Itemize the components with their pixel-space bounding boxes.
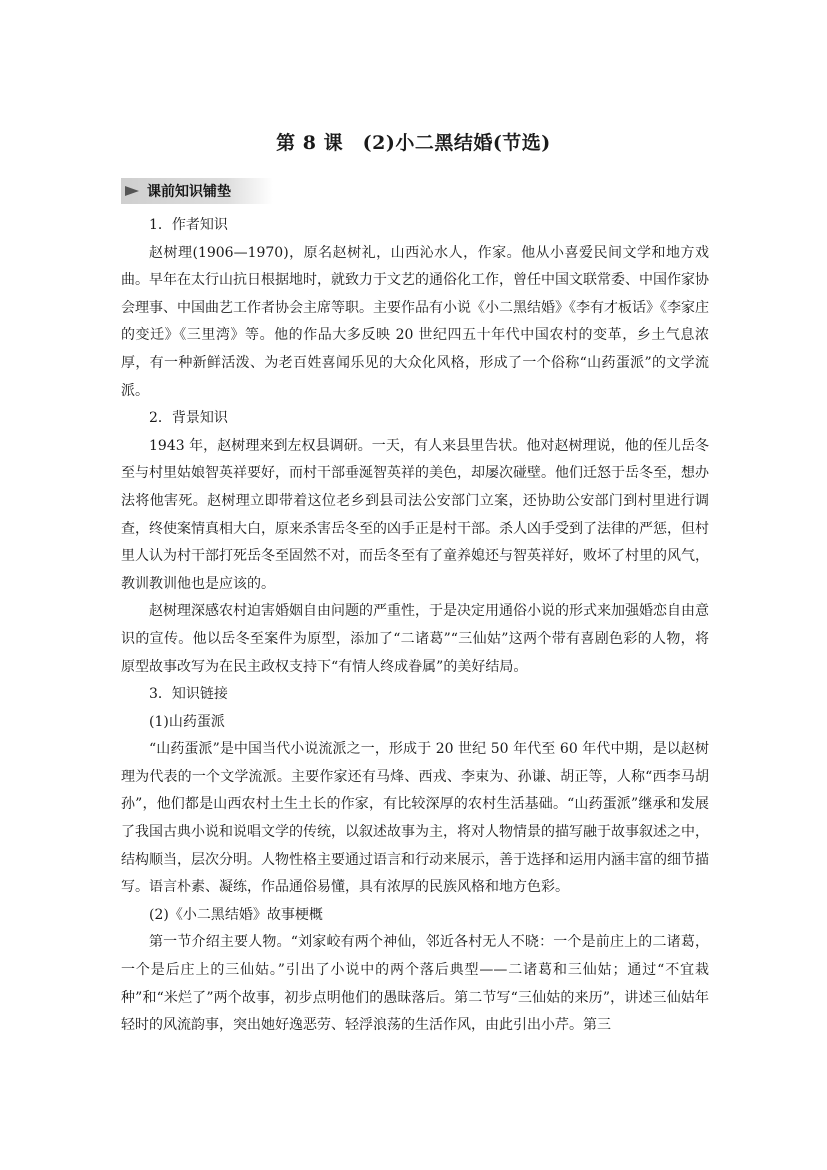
subheading-background: 2．背景知识 xyxy=(149,410,228,427)
paragraph-background-1: 1943 年，赵树理来到左权县调研。一天，有人来县里告状。他对赵树理说，他的侄儿岳冬至与村里姑娘智英祥要好，而村干部垂涎智英祥的美色，却屡次碰壁。他们迁怒于岳冬至，想办法将他害死。赵树理立即带着这位老乡到县司法公安部门立案，还协助公安部门到村里进行调查，终使案情真相大白，原来杀害岳冬至的凶手正是村干部。杀人凶手受到了法律的严惩，但村里人认为村干部打死岳冬至固然不对，而岳冬至有了童养媳还与智英祥好，败坏了村里的风气，教训教训他也是应该的。 xyxy=(121,437,709,592)
document-body xyxy=(121,212,709,1040)
paragraph-background-2: 赵树理深感农村迫害婚姻自由问题的严重性，于是决定用通俗小说的形式来加强婚恋自由意识的宣传。他以岳冬至案件为原型，添加了“二诸葛”“三仙姑”这两个带有喜剧色彩的人物，将原型故事改写为在民主政权支持下“有情人终成眷属”的美好结局。 xyxy=(121,603,709,675)
section-banner xyxy=(121,178,273,204)
section-banner-label: 课前知识铺垫 xyxy=(147,184,231,200)
paragraph-shanyaodan: “山药蛋派”是中国当代小说流派之一，形成于 20 世纪 50 年代至 60 年代中期，是以赵树理为代表的一个文学流派。主要作家还有马烽、西戎、李束为、孙谦、胡正等，人称“西李马胡孙”，他们都是山西农村土生土长的作家，有比较深厚的农村生活基础。“山药蛋派”继承和发展了我国古典小说和说唱文学的传统，以叙述故事为主，将对人物情景的描写融于故事叙述之中，结构顺当，层次分明。人物性格主要通过语言和行动来展示，善于选择和运用内涵丰富的细节描写。语言朴素、凝练，作品通俗易懂，具有浓厚的民族风格和地方色彩。 xyxy=(121,741,709,896)
subheading-synopsis: (2)《小二黑结婚》故事梗概 xyxy=(149,906,323,923)
subheading-shanyaodan: (1)山药蛋派 xyxy=(149,713,225,730)
arrow-icon xyxy=(125,186,139,196)
subheading-links: 3．知识链接 xyxy=(149,686,228,703)
page-title: 第 8 课 (2)小二黑结婚(节选) xyxy=(276,132,551,154)
paragraph-synopsis: 第一节介绍主要人物。“刘家峧有两个神仙，邻近各村无人不晓：一个是前庄上的二诸葛，一个是后庄上的三仙姑。”引出了小说中的两个落后典型——二诸葛和三仙姑；通过“不宜栽种”和“米烂了”两个故事，初步点明他们的愚昧落后。第二节写“三仙姑的来历”，讲述三仙姑年轻时的风流韵事，突出她好逸恶劳、轻浮浪荡的生活作风，由此引出小芹。第三 xyxy=(121,934,709,1034)
subheading-author: 1．作者知识 xyxy=(149,217,228,233)
paragraph-author: 赵树理(1906—1970)，原名赵树礼，山西沁水人，作家。他从小喜爱民间文学和地方戏曲。早年在太行山抗日根据地时，就致力于文艺的通俗化工作，曾任中国文联常委、中国作家协会理事、中国曲艺工作者协会主席等职。主要作品有小说《小二黑结婚》《李有才板话》《李家庄的变迁》《三里湾》等。他的作品大多反映 20 世纪四五十年代中国农村的变革，乡土气息浓厚，有一种新鲜活泼、为老百姓喜闻乐见的大众化风格，形成了一个俗称“山药蛋派”的文学流派。 xyxy=(121,244,709,399)
